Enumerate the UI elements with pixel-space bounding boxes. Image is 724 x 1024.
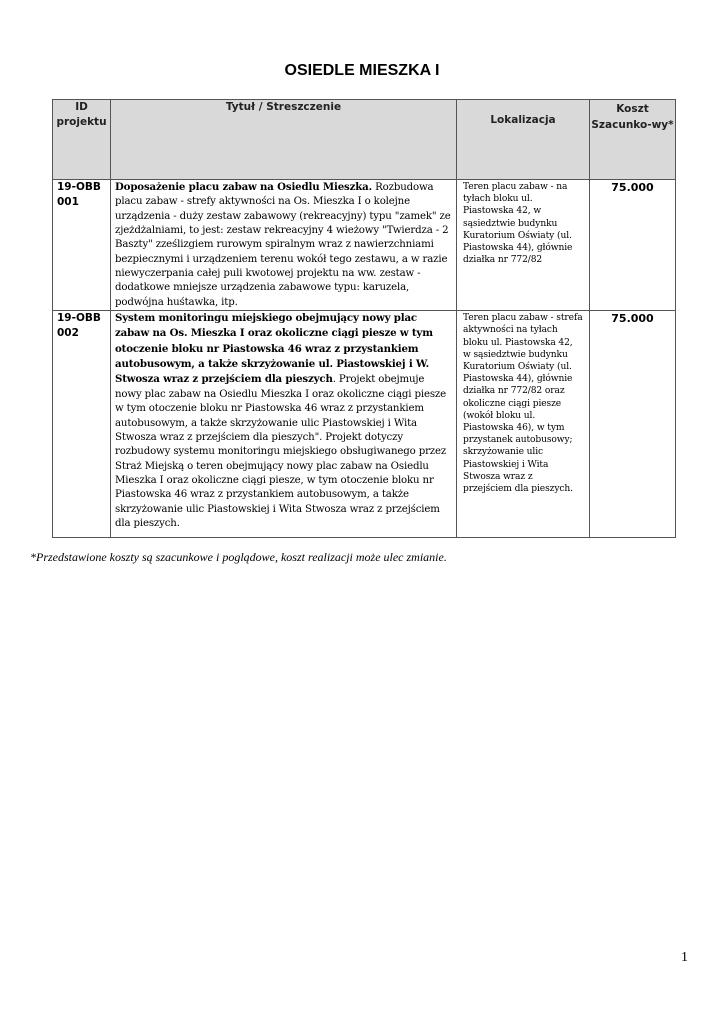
footnote: *Przedstawione koszty są szacunkowe i poglądowe, koszt realizacji może ulec zmianie. [30, 550, 447, 564]
project-location: Teren placu zabaw - na tyłach bloku ul. Piastowska 42, w sąsiedztwie budynku Kuratorium Oświaty (ul. Piastowska 44), głównie działka nr 772/82 [457, 180, 590, 311]
project-id: 19-OBB 001 [53, 180, 111, 311]
header-title: Tytuł / Streszczenie [111, 100, 457, 180]
project-location: Teren placu zabaw - strefa aktywności na tyłach bloku ul. Piastowska 42, w sąsiedztwie budynku Kuratorium Oświaty (ul. Piastowska 44), głównie działka nr 772/82 oraz okoliczne ciągi piesze (wokół bloku ul. Piastowska 46), w tym przystanek autobusowy; skrzyżowanie ulic Piastowskiej i Wita Stwosza wraz z przejściem dla pieszych. [457, 311, 590, 538]
header-id: ID projektu [53, 100, 111, 180]
table-row [53, 311, 676, 538]
project-id: 19-OBB 002 [53, 311, 111, 538]
project-title: System monitoringu miejskiego obejmujący nowy plac zabaw na Os. Mieszka I oraz okoliczne ciągi piesze w tym otoczenie bloku nr Piastowska 46 wraz z przystankiem autobusowym, a także skrzyżowanie ul. Piastowskiej i W. Stwosza wraz z przejściem dla pieszych [115, 312, 433, 386]
page-title: OSIEDLE MIESZKA I [284, 62, 440, 79]
header-location: Lokalizacja [457, 100, 590, 180]
table-row [53, 180, 676, 311]
project-summary: Rozbudowa placu zabaw - strefy aktywności na Os. Mieszka I o kolejne urządzenia - duży zestaw zabawowy (rekreacyjny) typu "zamek" ze zjeżdżalniami, to jest: zestaw rekreacyjny 4 wieżowy "Twierdza - 2 Baszty" zześlizgiem rurowym spiralnym wraz z nawierzchniami bezpiecznymi i urządzeniem terenu wokół tego zestawu, a w razie niewyczerpania całej puli kwotowej projektu na ww. zestaw - dodatkowe mniejsze urządzenia zabawowe typu: karuzela, podwójna huśtawka, itp. [115, 182, 451, 308]
project-cost: 75.000 [590, 311, 676, 538]
project-description [111, 180, 457, 311]
project-cost: 75.000 [590, 180, 676, 311]
projects-table [52, 99, 676, 538]
header-cost: Koszt Szacunko-wy* [590, 100, 676, 180]
table-header-row [53, 100, 676, 180]
project-title: Doposażenie placu zabaw na Osiedlu Mieszka. [115, 181, 373, 193]
project-summary: . Projekt obejmuje nowy plac zabaw na Osiedlu Mieszka I oraz okoliczne ciągi piesze w tym otoczenie bloku nr Piastowska 46 wraz z przystankiem autobusowym, a także skrzyżowanie ulic Piastowskiej i Wita Stwosza wraz z przejściem dla pieszych". Projekt dotyczy rozbudowy systemu monitoringu miejskiego obsługiwanego przez Straż Miejską o teren obejmujący nowy plac zabaw na Osiedlu Mieszka I oraz okoliczne ciągi piesze, w tym otoczenie bloku nr Piastowska 46 wraz z przystankiem autobusowym, a także skrzyżowanie ulic Piastowskiej i Wita Stwosza wraz z przejściem dla pieszych. [115, 374, 447, 529]
page-number: 1 [681, 950, 688, 965]
project-description [111, 311, 457, 538]
